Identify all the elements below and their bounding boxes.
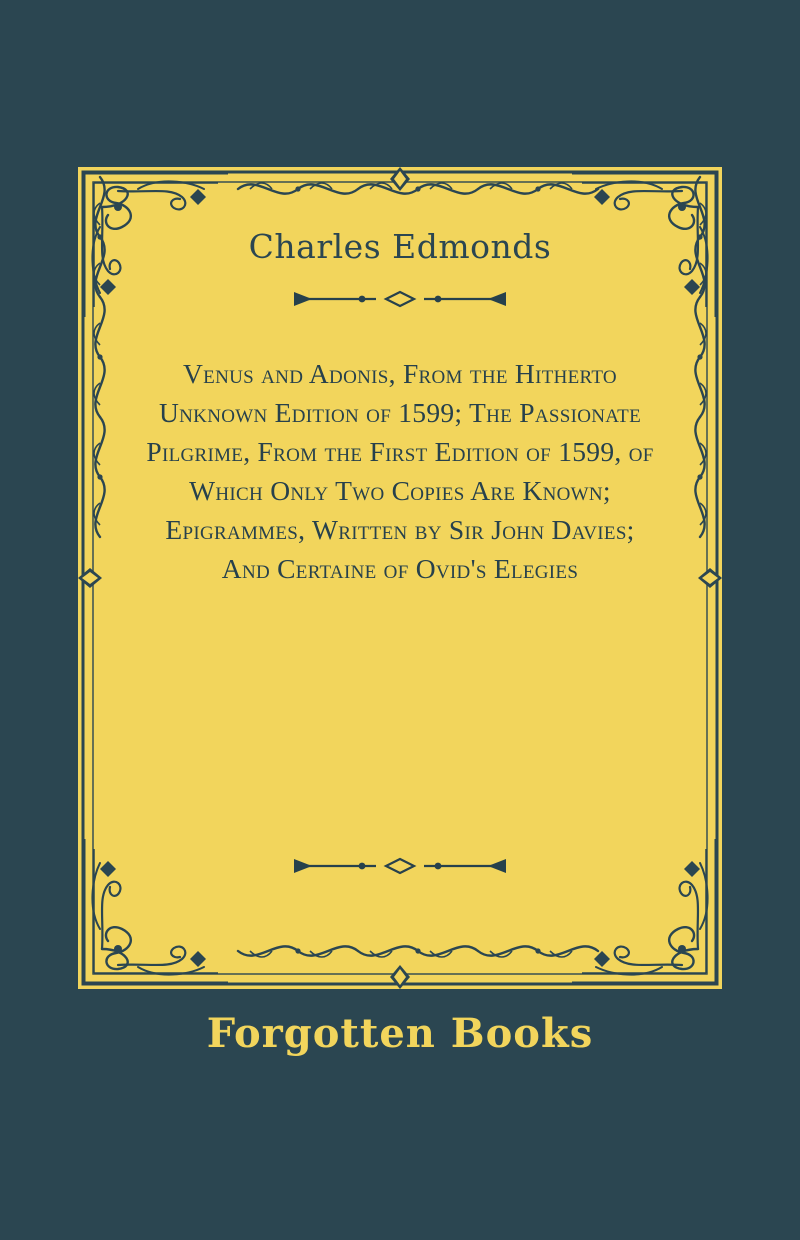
book-title: Venus and Adonis, From the Hitherto Unknown Edition of 1599; The Passionate Pilgrime, From the First Edition of 1599, of Which Only Two Copies Are Known; Epigrammes, Written by Sir John Davies; And Certaine of Ovid's Elegies bbox=[146, 358, 654, 585]
author-name: Charles Edmonds bbox=[248, 227, 552, 266]
ornamental-divider-top bbox=[290, 288, 510, 310]
publisher-name: Forgotten Books bbox=[206, 1010, 594, 1057]
publisher-logo bbox=[0, 1010, 800, 1057]
ornamental-divider-bottom bbox=[290, 855, 510, 877]
cover-content bbox=[110, 195, 690, 961]
